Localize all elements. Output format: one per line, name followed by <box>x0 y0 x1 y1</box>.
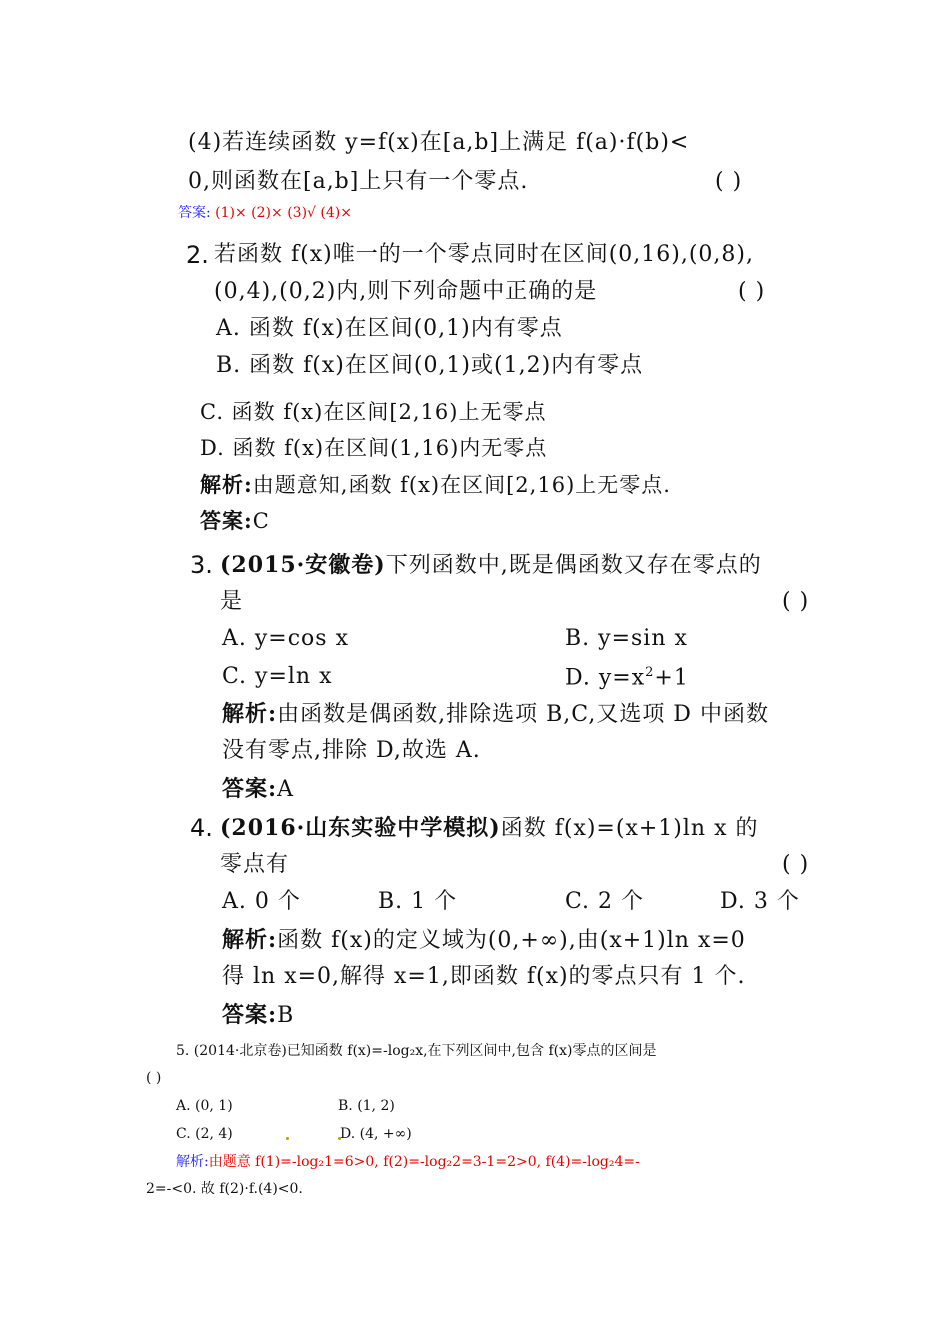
q3-answer <box>222 778 294 801</box>
q3-analysis-line2: 没有零点,排除 D,故选 A. <box>222 738 481 763</box>
q2-option-c: C. 函数 f(x)在区间[2,16)上无零点 <box>200 400 547 424</box>
decorative-dot <box>286 1137 289 1140</box>
q5-option-a: A. (0, 1) <box>176 1098 233 1114</box>
q4-analysis-line1 <box>222 929 746 952</box>
q3-paren: ( ) <box>782 589 810 614</box>
q5-option-c: C. (2, 4) <box>176 1126 233 1142</box>
q3-answer-text: A <box>277 777 295 802</box>
q2-analysis-label: 解析: <box>200 472 253 497</box>
q1-paren: ( ) <box>715 169 743 194</box>
q4-stem2: 零点有 <box>220 852 290 877</box>
q2-answer-text: C <box>252 509 270 533</box>
q3-analysis-line1 <box>222 703 769 726</box>
q4-analysis-label: 解析: <box>222 927 278 953</box>
q4-option-d: D. 3 个 <box>720 889 800 914</box>
q4-option-b: B. 1 个 <box>378 889 458 914</box>
q2-option-a: A. 函数 f(x)在区间(0,1)内有零点 <box>216 316 563 341</box>
q2-answer-label: 答案: <box>200 508 253 533</box>
q4-answer <box>222 1004 294 1027</box>
q2-answer <box>200 510 270 532</box>
q4-answer-text: B <box>277 1003 295 1028</box>
q4-number: 4. <box>190 814 213 842</box>
q4-stem1-text: 函数 f(x)=(x+1)ln x 的 <box>500 816 759 841</box>
q2-option-b: B. 函数 f(x)在区间(0,1)或(1,2)内有零点 <box>216 353 644 378</box>
q5-paren: ( ) <box>146 1070 162 1086</box>
q1-answer-text: (1)× (2)× (3)√ (4)× <box>215 205 352 221</box>
q4-stem1 <box>220 817 758 840</box>
q4-option-a: A. 0 个 <box>222 889 301 914</box>
q3-stem1 <box>220 554 762 577</box>
q3-analysis-label: 解析: <box>222 701 278 727</box>
q3-answer-label: 答案: <box>222 776 278 802</box>
q3-option-b: B. y=sin x <box>565 626 688 651</box>
q4-answer-label: 答案: <box>222 1002 278 1028</box>
q4-analysis-text1: 函数 f(x)的定义域为(0,+∞),由(x+1)ln x=0 <box>277 928 746 953</box>
q4-paren: ( ) <box>782 852 810 877</box>
q3-stem2: 是 <box>220 589 244 614</box>
q3-option-d <box>565 666 689 689</box>
q5-option-d: D. (4, +∞) <box>340 1126 412 1142</box>
q1-line2: 0,则函数在[a,b]上只有一个零点. <box>188 169 529 194</box>
q5-analysis-line2: 2=-<0. 故 f(2)·f.(4)<0. <box>146 1181 303 1197</box>
q5-analysis-text1: 由题意 f(1)=-log₂1=6>0, f(2)=-log₂2=3-1=2>0, f(4)=-log₂4=- <box>208 1154 640 1170</box>
q4-analysis-line2: 得 ln x=0,解得 x=1,即函数 f(x)的零点只有 1 个. <box>222 964 746 989</box>
q3-stem1-text: 下列函数中,既是偶函数又存在零点的 <box>385 553 762 578</box>
q2-option-d: D. 函数 f(x)在区间(1,16)内无零点 <box>200 436 548 460</box>
q5-stem: 5. (2014·北京卷)已知函数 f(x)=-log₂x,在下列区间中,包含 f(x)零点的区间是 <box>176 1043 657 1059</box>
q2-analysis-text: 由题意知,函数 f(x)在区间[2,16)上无零点. <box>252 473 671 497</box>
q4-option-c: C. 2 个 <box>565 889 645 914</box>
q3-option-d-post: +1 <box>654 665 689 691</box>
q2-stem2: (0,4),(0,2)内,则下列命题中正确的是 <box>214 279 598 304</box>
q2-analysis <box>200 474 671 496</box>
q3-number: 3. <box>190 551 213 579</box>
q1-line1: (4)若连续函数 y=f(x)在[a,b]上满足 f(a)·f(b)< <box>188 130 690 155</box>
q3-analysis-text1: 由函数是偶函数,排除选项 B,C,又选项 D 中函数 <box>277 702 769 727</box>
q1-answer-label: 答案: <box>178 205 211 221</box>
q2-paren: ( ) <box>738 279 766 304</box>
q5-analysis-label: 解析: <box>176 1154 209 1170</box>
q3-option-a: A. y=cos x <box>222 626 349 651</box>
q1-answer <box>178 206 352 220</box>
q3-source: (2015·安徽卷) <box>220 552 386 578</box>
q2-stem1: 若函数 f(x)唯一的一个零点同时在区间(0,16),(0,8), <box>214 242 755 267</box>
q5-analysis-line1 <box>176 1155 640 1169</box>
q5-option-b: B. (1, 2) <box>338 1098 395 1114</box>
q3-option-d-pre: D. y=x <box>565 665 646 691</box>
q2-number: 2. <box>186 241 209 269</box>
q3-option-d-sup: 2 <box>645 665 655 680</box>
q4-source: (2016·山东实验中学模拟) <box>220 815 501 841</box>
q3-option-c: C. y=ln x <box>222 664 333 689</box>
